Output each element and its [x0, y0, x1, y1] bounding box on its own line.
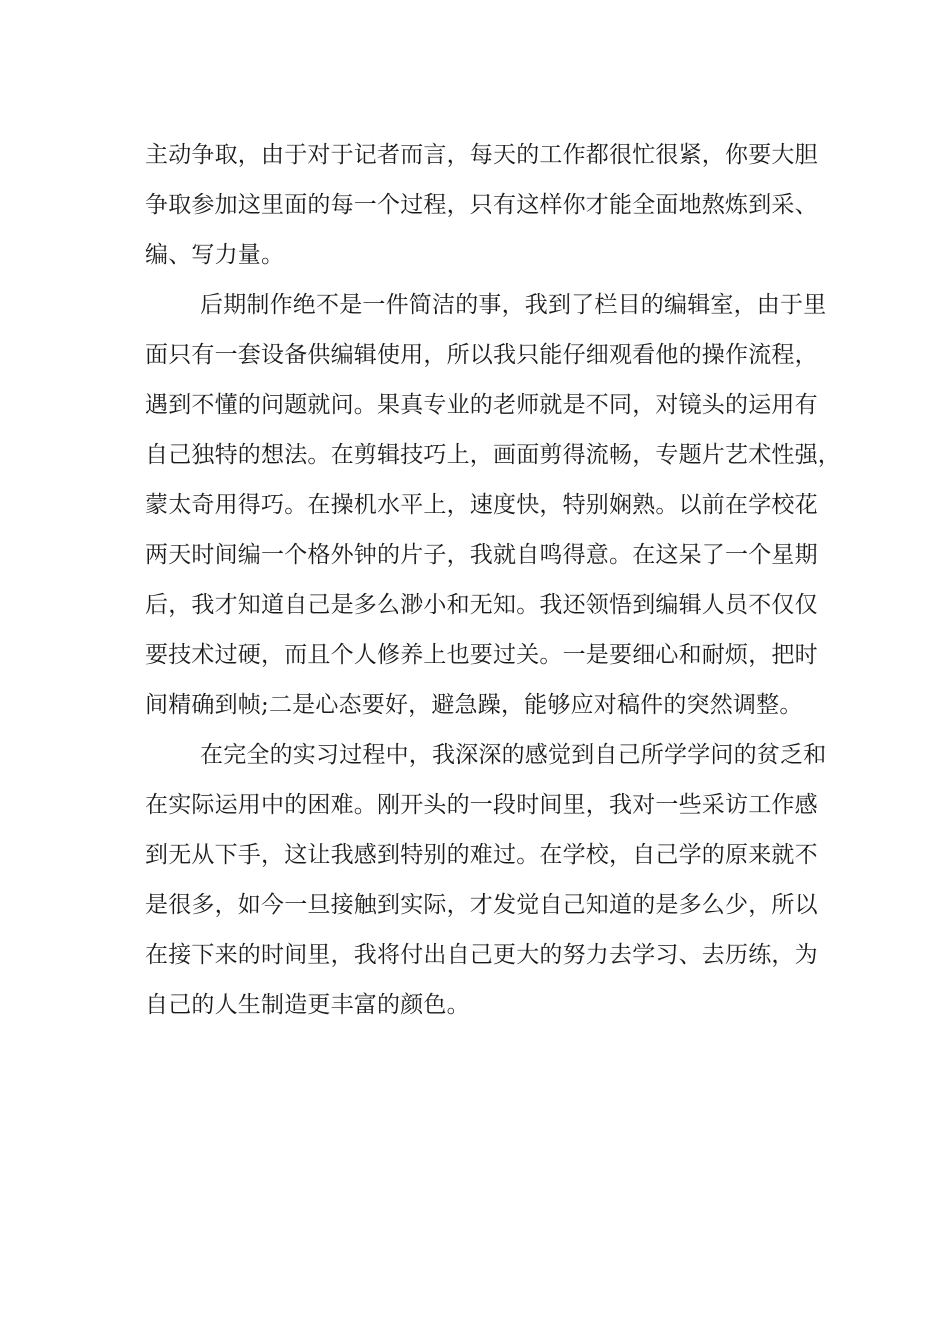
text-line-first: 在完全的实习过程中，我深深的感觉到自己所学学问的贫乏和	[200, 742, 827, 768]
text-line: 到无从下手，这让我感到特别的难过。在学校，自己学的原来就不	[145, 842, 818, 868]
text-line: 自己的人生制造更丰富的颜色。	[145, 992, 470, 1018]
text-line: 自己独特的想法。在剪辑技巧上，画面剪得流畅，专题片艺术性强，	[145, 442, 841, 468]
paragraph-2	[145, 280, 841, 730]
paragraph-1	[145, 130, 825, 280]
text-line-first: 后期制作绝不是一件简洁的事，我到了栏目的编辑室，由于里	[200, 292, 827, 318]
text-line: 蒙太奇用得巧。在操机水平上，速度快，特别娴熟。以前在学校花	[145, 492, 818, 518]
document-body	[145, 130, 841, 1030]
text-line: 后，我才知道自己是多么渺小和无知。我还领悟到编辑人员不仅仅	[145, 592, 818, 618]
paragraph-3	[145, 730, 825, 1030]
text-line: 在接下来的时间里，我将付出自己更大的努力去学习、去历练，为	[145, 942, 818, 968]
text-line: 主动争取，由于对于记者而言，每天的工作都很忙很紧，你要大胆	[145, 142, 818, 168]
text-line: 间精确到帧;二是心态要好，避急躁，能够应对稿件的突然调整。	[145, 692, 803, 718]
text-line: 争取参加这里面的每一个过程，只有这样你才能全面地熬炼到采、	[145, 192, 818, 218]
text-line: 要技术过硬，而且个人修养上也要过关。一是要细心和耐烦，把时	[145, 642, 818, 668]
text-line: 在实际运用中的困难。刚开头的一段时间里，我对一些采访工作感	[145, 792, 818, 818]
text-line: 遇到不懂的问题就问。果真专业的老师就是不同，对镜头的运用有	[145, 392, 818, 418]
text-line: 编、写力量。	[145, 242, 285, 268]
text-line: 面只有一套设备供编辑使用，所以我只能仔细观看他的操作流程，	[145, 342, 818, 368]
text-line: 是很多，如今一旦接触到实际，才发觉自己知道的是多么少，所以	[145, 892, 818, 918]
text-line: 两天时间编一个格外钟的片子，我就自鸣得意。在这呆了一个星期	[145, 542, 818, 568]
